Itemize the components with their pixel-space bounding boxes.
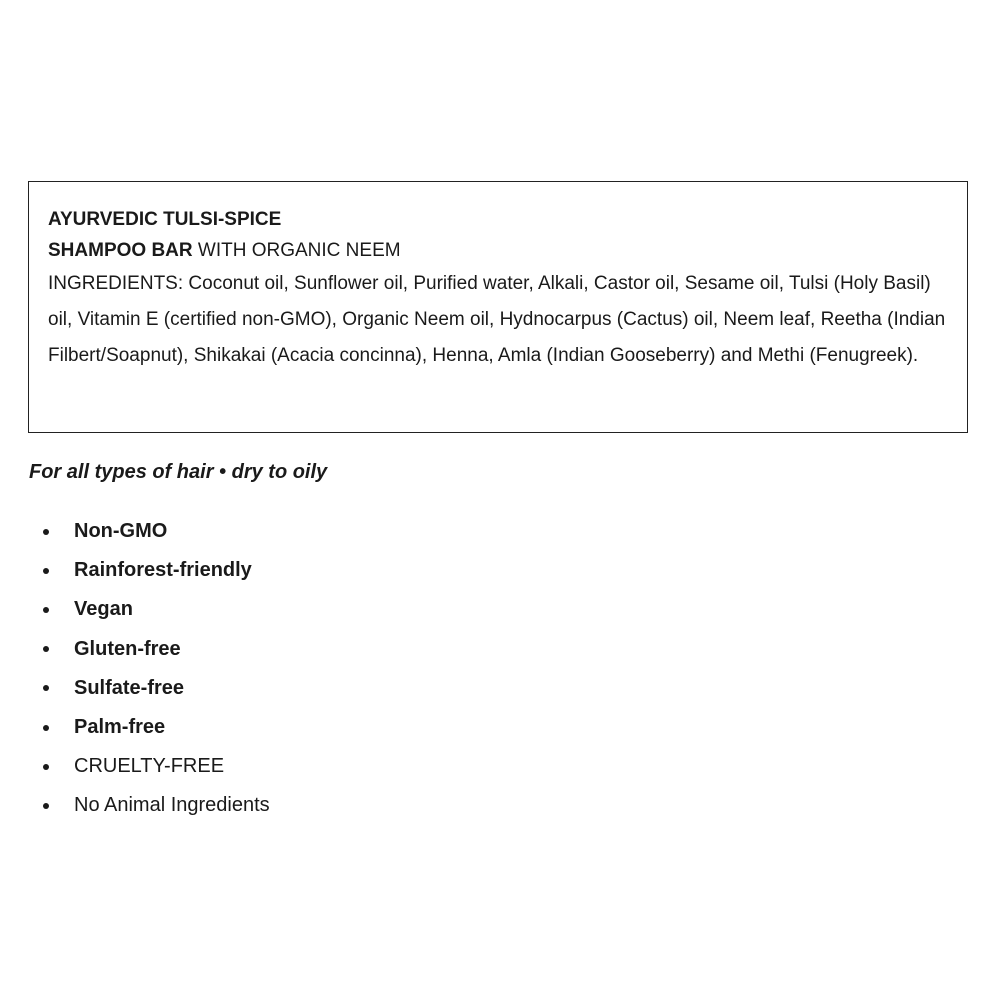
list-item [30,708,270,747]
features-list [30,512,270,826]
product-subtitle: WITH ORGANIC NEEM [192,240,401,261]
ingredients-box [28,181,968,433]
bullet-icon [43,685,49,691]
feature-label: Non-GMO [74,520,168,543]
bullet-icon [43,725,49,731]
ingredients-list: INGREDIENTS: Coconut oil, Sunflower oil, Purified water, Alkali, Castor oil, Sesame oil, Tulsi (Holy Basil) oil, Vitamin E (certified non-GMO), Organic Neem oil, Hydnocarpus (Cactus) oil, Neem leaf, Reetha (Indian Filbert/Soapnut), Shikakai (Acacia concinna), Henna, Amla (Indian Gooseberry) and Methi (Fenugreek). [48,273,946,366]
feature-label: CRUELTY-FREE [74,755,225,778]
bullet-icon [43,607,49,613]
feature-label: Vegan [74,598,133,621]
hair-type-tagline: For all types of hair • dry to oily [29,461,328,483]
list-item [30,630,270,669]
list-item [30,747,270,786]
feature-label: No Animal Ingredients [74,794,270,817]
product-title-line1: AYURVEDIC TULSI-SPICE [48,209,282,230]
list-item [30,669,270,708]
bullet-icon [43,646,49,652]
list-item [30,512,270,551]
product-title-line2 [48,235,949,266]
bullet-icon [43,568,49,574]
feature-label: Palm-free [74,716,166,739]
list-item [30,590,270,629]
bullet-icon [43,529,49,535]
feature-label: Rainforest-friendly [74,559,252,582]
feature-label: Sulfate-free [74,676,185,699]
bullet-icon [43,803,49,809]
list-item [30,786,270,825]
bullet-icon [43,764,49,770]
feature-label: Gluten-free [74,637,181,660]
list-item [30,551,270,590]
product-type: SHAMPOO BAR [48,240,193,261]
